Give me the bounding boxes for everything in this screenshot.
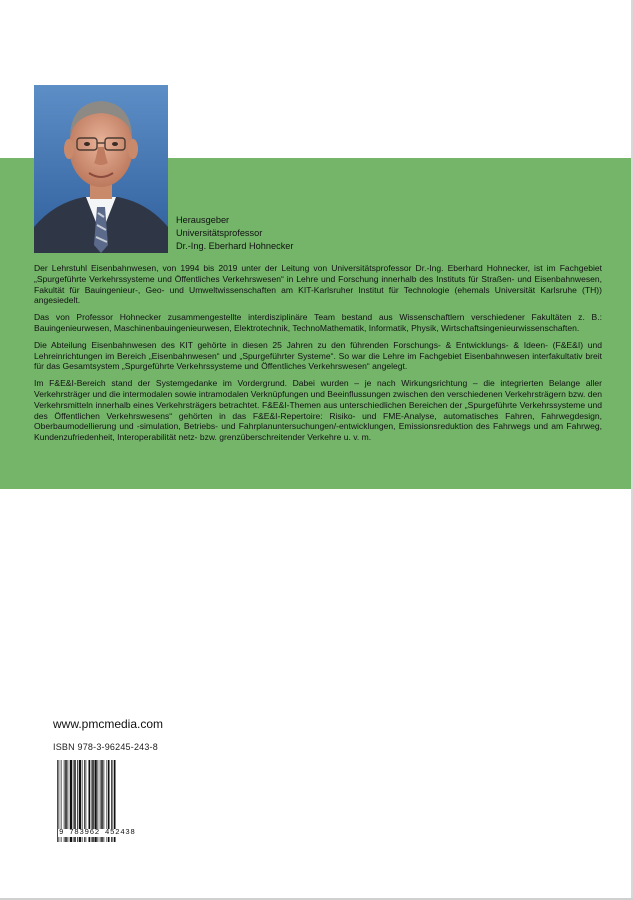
editor-name: Dr.-Ing. Eberhard Hohnecker (176, 241, 294, 251)
portrait-photo (34, 85, 168, 253)
portrait-icon (34, 85, 168, 253)
paragraph: Die Abteilung Eisenbahnwesen des KIT gehörte in diesen 25 Jahren zu den führenden Forschungs- & Entwicklungs- & Ideen- (F&E&I) und Lehreinrichtungen im Bereich „Eisenbahnwesen“ und „Spurgeführter Systeme“. So war die Lehre im Fachgebiet Eisenbahnwesen interfakultativ breit für das Gesamtsystem „Spurgeführte Verkehrssysteme und Öffentliches Verkehrswesen“ angelegt. (34, 339, 602, 372)
barcode-digits: 9 783962 452438 (59, 829, 136, 837)
isbn-label: ISBN 978-3-96245-243-8 (53, 742, 158, 752)
paragraph: Der Lehrstuhl Eisenbahnwesen, von 1994 bis 2019 unter der Leitung von Universitätsprofessor Dr.-Ing. Eberhard Hohnecker, ist im Fachgebiet „Spurgeführte Verkehrssysteme und Öffentliches Verkehrswesen“ in Lehre und Forschung innerhalb des Instituts für Straßen- und Eisenbahnwesen, Fakultät für Bauingenieur-, Geo- und Umweltwissenschaften am KIT-Karlsruher Institut für Technologie (ehemals Universität Karlsruhe (TH)) angesiedelt. (34, 263, 602, 306)
publisher-website[interactable]: www.pmcmedia.com (53, 717, 164, 731)
editor-title: Universitätsprofessor (176, 228, 263, 238)
paragraph: Das von Professor Hohnecker zusammengestellte interdisziplinäre Team bestand aus Wissenschaftlern verschiedener Fakultäten z. B.: Bauingenieurwesen, Maschinenbauingenieurwesen, Elektrotechnik, TechnoMathematik, Informatik, Physik, Wirtschaftsingenieurwissenschaften. (34, 312, 602, 333)
editor-credits (176, 214, 293, 253)
paragraph: Im F&E&I-Bereich stand der Systemgedanke im Vordergrund. Dabei wurden – je nach Wirkungsrichtung – die integrierten Belange aller Verkehrsträger und die intermodalen sowie intramodalen Verknüpfungen und Beeinflussungen zwischen den verschiedenen Verkehrsträgern bzw. den Verkehrsmitteln innerhalb eines Verkehrsträgers betrachtet. F&E&I-Themen aus unterschiedlichen Bereichen der „Spurgeführte Verkehrssysteme und des Öffentlichen Verkehrswesens“ gehörten in das F&E&I-Repertoire: Risiko- und FME-Analyse, automatisches Fahren, Fahrwegdesign, Oberbaumodellierung und -simulation, Betriebs- und Fahrplanuntersuchungen/-entwicklungen, Emissionsreduktion des Fahrwegs und am Fahrweg, Kundenzufriedenheit, Interoperabilität netz- bzw. grenzüberschreitender Verkehre u. v. m. (34, 378, 602, 443)
description-text (34, 263, 602, 449)
editor-role: Herausgeber (176, 215, 230, 225)
